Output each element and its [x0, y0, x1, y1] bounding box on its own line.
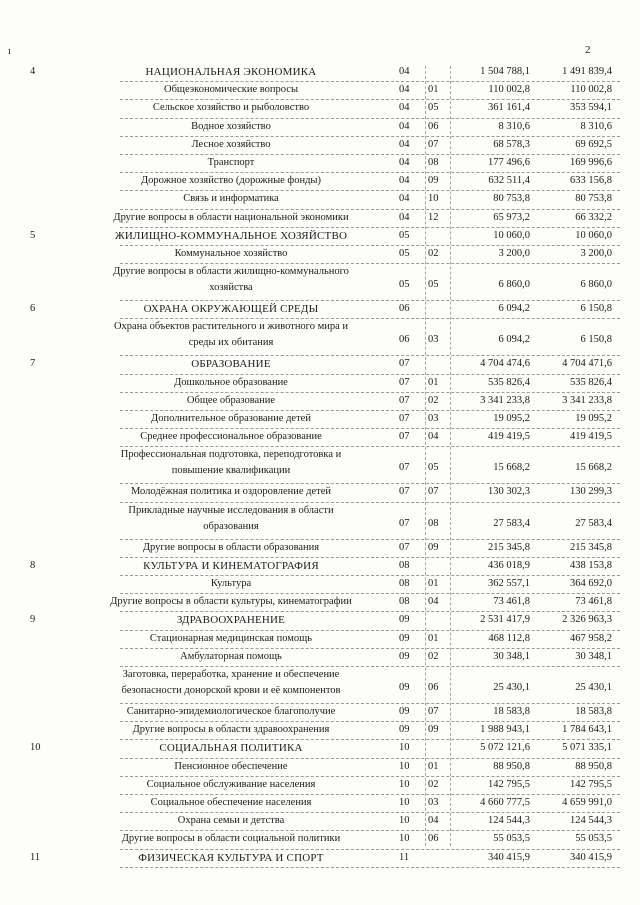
row-name: Другие вопросы в области образования: [142, 541, 320, 553]
row-name: Заготовка, переработка, хранение и обеспечение: [122, 669, 340, 680]
row-name-continued: хозяйства: [209, 282, 253, 294]
value-year-1: 142 795,5: [488, 778, 530, 790]
row-rule: [120, 849, 620, 850]
row-rule: [120, 776, 620, 777]
row-rule: [120, 648, 620, 649]
value-year-2: 19 095,2: [575, 413, 612, 424]
section-code: 08: [399, 578, 410, 589]
row-rule: [120, 318, 620, 319]
row-name: Другие вопросы в области национальной экономики: [113, 211, 349, 223]
subsection-code: 03: [428, 797, 439, 808]
value-year-1: 4 660 777,5: [480, 797, 530, 808]
row-name: Молодёжная политика и оздоровление детей: [130, 486, 332, 498]
value-year-2: 1 784 643,1: [562, 724, 612, 736]
section-code: 07: [399, 376, 410, 388]
row-rule: [120, 374, 620, 375]
row-name: Охрана объектов растительного и животного мира и: [113, 321, 349, 333]
row-name: ЖИЛИЩНО-КОММУНАЛЬНОЕ ХОЗЯЙСТВО: [114, 229, 348, 242]
row-name: Стационарная медицинская помощь: [149, 632, 313, 644]
section-code: 09: [399, 724, 410, 736]
value-year-2: 124 544,3: [570, 815, 612, 827]
value-year-1: 73 461,8: [493, 596, 530, 608]
section-code: 08: [399, 559, 410, 571]
subsection-code: 01: [428, 760, 439, 772]
section-code: 07: [399, 358, 410, 370]
value-year-2: 110 002,8: [570, 84, 612, 96]
row-name: НАЦИОНАЛЬНАЯ ЭКОНОМИКА: [145, 66, 317, 78]
value-year-2: 10 060,0: [575, 229, 612, 241]
section-code: 04: [399, 157, 410, 168]
value-year-2: 340 415,9: [570, 851, 612, 863]
row-name: СОЦИАЛЬНАЯ ПОЛИТИКА: [159, 742, 303, 755]
value-year-1: 177 496,6: [488, 157, 530, 168]
row-rule: [120, 118, 620, 119]
subsection-code: 10: [428, 193, 439, 205]
value-year-1: 340 415,9: [488, 851, 530, 863]
subsection-code: 01: [428, 376, 439, 388]
subsection-code: 12: [428, 211, 439, 223]
value-year-2: 130 299,3: [570, 486, 612, 498]
row-number: 7: [30, 358, 36, 370]
value-year-1: 1 988 943,1: [480, 724, 530, 736]
subsection-code: 01: [428, 578, 439, 589]
row-name: Культура: [210, 578, 252, 589]
value-year-1: 6 094,2: [498, 303, 530, 315]
row-name: ФИЗИЧЕСКАЯ КУЛЬТУРА И СПОРТ: [138, 851, 324, 864]
section-code: 09: [399, 682, 410, 693]
section-code: 04: [399, 84, 410, 96]
row-rule: [120, 758, 620, 759]
value-year-1: 25 430,1: [493, 682, 530, 693]
value-year-2: 6 860,0: [580, 279, 612, 291]
value-year-2: 467 958,2: [570, 632, 612, 644]
row-name: Охрана семьи и детства: [177, 815, 285, 827]
margin-mark: ı: [8, 46, 11, 57]
row-number: 4: [30, 66, 36, 77]
row-rule: [120, 812, 620, 813]
row-name: Связь и информатика: [183, 193, 279, 205]
row-rule: [120, 703, 620, 704]
row-rule: [120, 593, 620, 594]
subsection-code: 05: [428, 462, 439, 474]
section-code: 07: [399, 486, 410, 498]
section-code: 07: [399, 394, 410, 406]
value-year-1: 6 094,2: [498, 334, 530, 346]
value-year-1: 362 557,1: [488, 578, 530, 589]
subsection-code: 06: [428, 120, 439, 132]
value-year-2: 18 583,8: [575, 706, 612, 717]
section-code: 07: [399, 413, 410, 424]
value-year-1: 30 348,1: [493, 650, 530, 662]
column-divider: [450, 66, 451, 846]
value-year-2: 69 692,5: [575, 138, 612, 150]
row-rule: [120, 575, 620, 576]
subsection-code: 02: [428, 778, 439, 790]
row-rule: [120, 190, 620, 191]
value-year-2: 27 583,4: [575, 517, 612, 529]
section-code: 08: [399, 596, 410, 608]
row-name: Дополнительное образование детей: [151, 413, 311, 424]
value-year-2: 25 430,1: [575, 682, 612, 693]
row-number: 11: [30, 851, 41, 863]
section-code: 10: [399, 815, 410, 827]
row-name: Лесное хозяйство: [191, 138, 271, 150]
value-year-1: 535 826,4: [488, 376, 530, 388]
value-year-1: 19 095,2: [493, 413, 530, 424]
value-year-1: 65 973,2: [493, 211, 530, 223]
value-year-2: 419 419,5: [570, 431, 612, 443]
row-name: Другие вопросы в области социальной политики: [121, 833, 341, 845]
row-name: Пенсионное обеспечение: [174, 760, 288, 772]
value-year-2: 169 996,6: [570, 157, 612, 168]
value-year-1: 88 950,8: [493, 760, 530, 772]
row-name: Водное хозяйство: [191, 120, 271, 132]
row-rule: [120, 209, 620, 210]
row-name: ОБРАЗОВАНИЕ: [191, 358, 271, 371]
row-name: Среднее профессиональное образование: [140, 431, 322, 443]
row-name: Дорожное хозяйство (дорожные фонды): [140, 175, 321, 187]
subsection-code: 05: [428, 102, 439, 114]
section-code: 05: [399, 248, 410, 259]
row-rule: [120, 227, 620, 228]
section-code: 06: [399, 303, 410, 315]
subsection-code: 09: [428, 175, 439, 187]
row-rule: [120, 557, 620, 558]
value-year-1: 215 345,8: [488, 541, 530, 553]
row-name: Общее образование: [186, 394, 276, 406]
row-name: Другие вопросы в области жилищно-коммунального: [113, 266, 349, 278]
row-rule: [120, 81, 620, 82]
value-year-2: 5 071 335,1: [562, 742, 612, 754]
row-rule: [120, 300, 620, 301]
value-year-2: 4 659 991,0: [562, 797, 612, 808]
row-name: Прикладные научные исследования в области: [128, 504, 334, 516]
value-year-2: 73 461,8: [575, 596, 612, 608]
section-code: 07: [399, 431, 410, 443]
section-code: 09: [399, 650, 410, 662]
section-code: 10: [399, 742, 410, 754]
value-year-1: 436 018,9: [488, 559, 530, 571]
row-rule: [120, 245, 620, 246]
row-name: Другие вопросы в области здравоохранения: [132, 724, 330, 736]
value-year-2: 2 326 963,3: [562, 614, 612, 626]
row-number: 10: [30, 742, 41, 754]
section-code: 07: [399, 517, 410, 529]
value-year-1: 419 419,5: [488, 431, 530, 443]
value-year-1: 68 578,3: [493, 138, 530, 150]
section-code: 04: [399, 102, 410, 114]
subsection-code: 09: [428, 541, 439, 553]
subsection-code: 07: [428, 486, 439, 498]
value-year-2: 80 753,8: [575, 193, 612, 205]
row-number: 6: [30, 303, 36, 315]
section-code: 04: [399, 175, 410, 187]
subsection-code: 08: [428, 517, 439, 529]
row-rule: [120, 739, 620, 740]
value-year-1: 3 341 233,8: [480, 394, 530, 406]
subsection-code: 02: [428, 650, 439, 662]
subsection-code: 04: [428, 431, 439, 443]
value-year-1: 2 531 417,9: [480, 614, 530, 626]
subsection-code: 06: [428, 682, 439, 693]
row-rule: [120, 410, 620, 411]
row-number: 8: [30, 559, 36, 571]
row-rule: [120, 666, 620, 667]
value-year-1: 15 668,2: [493, 462, 530, 474]
section-code: 09: [399, 706, 410, 717]
value-year-2: 142 795,5: [570, 778, 612, 790]
subsection-code: 01: [428, 632, 439, 644]
value-year-1: 124 544,3: [488, 815, 530, 827]
value-year-1: 468 112,8: [488, 632, 530, 644]
row-name: Общеэкономические вопросы: [163, 84, 299, 96]
value-year-1: 1 504 788,1: [480, 66, 530, 77]
subsection-code: 07: [428, 706, 439, 717]
subsection-code: 06: [428, 833, 439, 845]
row-rule: [120, 483, 620, 484]
section-code: 05: [399, 229, 410, 241]
row-name: Социальное обслуживание населения: [146, 778, 316, 790]
row-name: Дошкольное образование: [174, 376, 288, 388]
row-name: Социальное обеспечение населения: [150, 797, 312, 808]
row-rule: [120, 611, 620, 612]
section-code: 04: [399, 193, 410, 205]
subsection-code: 03: [428, 334, 439, 346]
value-year-1: 130 302,3: [488, 486, 530, 498]
value-year-2: 30 348,1: [575, 650, 612, 662]
value-year-1: 110 002,8: [488, 84, 530, 96]
section-code: 04: [399, 120, 410, 132]
value-year-2: 1 491 839,4: [562, 66, 612, 77]
value-year-1: 8 310,6: [498, 120, 530, 132]
value-year-2: 353 594,1: [570, 102, 612, 114]
value-year-1: 80 753,8: [493, 193, 530, 205]
value-year-2: 3 200,0: [580, 248, 612, 259]
row-number: 5: [30, 229, 36, 241]
value-year-2: 55 053,5: [575, 833, 612, 845]
value-year-2: 633 156,8: [570, 175, 612, 187]
row-name: Сельское хозяйство и рыболовство: [152, 102, 310, 114]
section-code: 10: [399, 833, 410, 845]
row-rule: [120, 154, 620, 155]
subsection-code: 02: [428, 394, 439, 406]
column-divider: [425, 66, 426, 846]
page-number: 2: [585, 44, 591, 56]
value-year-1: 632 511,4: [488, 175, 530, 187]
row-name-continued: повышение квалификации: [171, 465, 291, 477]
value-year-2: 535 826,4: [570, 376, 612, 388]
row-rule: [120, 446, 620, 447]
row-name: ЗДРАВООХРАНЕНИЕ: [176, 614, 286, 627]
row-name: Профессиональная подготовка, переподготовка и: [120, 449, 342, 461]
row-rule: [120, 428, 620, 429]
row-name: Транспорт: [207, 157, 255, 168]
row-name: Амбулаторная помощь: [180, 650, 282, 662]
row-name-continued: безопасности донорской крови и её компонентов: [121, 685, 341, 696]
value-year-1: 5 072 121,6: [480, 742, 530, 754]
value-year-1: 27 583,4: [493, 517, 530, 529]
row-name: Санитарно-эпидемиологическое благополучие: [126, 706, 336, 717]
section-code: 10: [399, 778, 410, 790]
row-rule: [120, 355, 620, 356]
row-rule: [120, 136, 620, 137]
value-year-2: 3 341 233,8: [562, 394, 612, 406]
value-year-1: 18 583,8: [493, 706, 530, 717]
row-rule: [120, 263, 620, 264]
row-number: 9: [30, 614, 36, 626]
value-year-2: 8 310,6: [580, 120, 612, 132]
section-code: 05: [399, 279, 410, 291]
value-year-1: 4 704 474,6: [480, 358, 530, 370]
subsection-code: 04: [428, 596, 439, 608]
subsection-code: 08: [428, 157, 439, 168]
row-name: Другие вопросы в области культуры, кинематографии: [110, 596, 352, 608]
value-year-2: 215 345,8: [570, 541, 612, 553]
value-year-1: 55 053,5: [493, 833, 530, 845]
subsection-code: 03: [428, 413, 439, 424]
value-year-2: 6 150,8: [580, 303, 612, 315]
section-code: 07: [399, 462, 410, 474]
row-name-continued: образования: [203, 520, 259, 532]
section-code: 07: [399, 541, 410, 553]
value-year-2: 15 668,2: [575, 462, 612, 474]
row-rule: [120, 172, 620, 173]
value-year-2: 66 332,2: [575, 211, 612, 223]
section-code: 09: [399, 632, 410, 644]
value-year-1: 3 200,0: [498, 248, 530, 259]
row-rule: [120, 539, 620, 540]
section-code: 04: [399, 138, 410, 150]
section-code: 10: [399, 760, 410, 772]
row-name: ОХРАНА ОКРУЖАЮЩЕЙ СРЕДЫ: [143, 303, 319, 316]
value-year-2: 6 150,8: [580, 334, 612, 346]
subsection-code: 02: [428, 248, 439, 259]
row-rule: [120, 794, 620, 795]
value-year-2: 4 704 471,6: [562, 358, 612, 370]
section-code: 04: [399, 211, 410, 223]
subsection-code: 09: [428, 724, 439, 736]
section-code: 09: [399, 614, 410, 626]
value-year-2: 88 950,8: [575, 760, 612, 772]
row-name-continued: среды их обитания: [188, 337, 274, 349]
value-year-2: 364 692,0: [570, 578, 612, 589]
row-rule: [120, 721, 620, 722]
row-rule: [120, 830, 620, 831]
section-code: 04: [399, 66, 410, 77]
subsection-code: 01: [428, 84, 439, 96]
section-code: 11: [399, 851, 410, 863]
section-code: 06: [399, 334, 410, 346]
row-rule: [120, 867, 620, 868]
value-year-1: 6 860,0: [498, 279, 530, 291]
subsection-code: 07: [428, 138, 439, 150]
row-rule: [120, 99, 620, 100]
row-rule: [120, 630, 620, 631]
section-code: 10: [399, 797, 410, 808]
subsection-code: 05: [428, 279, 439, 291]
value-year-1: 10 060,0: [493, 229, 530, 241]
subsection-code: 04: [428, 815, 439, 827]
row-name: КУЛЬТУРА И КИНЕМАТОГРАФИЯ: [143, 559, 319, 572]
value-year-1: 361 161,4: [488, 102, 530, 114]
row-name: Коммунальное хозяйство: [174, 248, 288, 259]
value-year-2: 438 153,8: [570, 559, 612, 571]
row-rule: [120, 392, 620, 393]
row-rule: [120, 502, 620, 503]
